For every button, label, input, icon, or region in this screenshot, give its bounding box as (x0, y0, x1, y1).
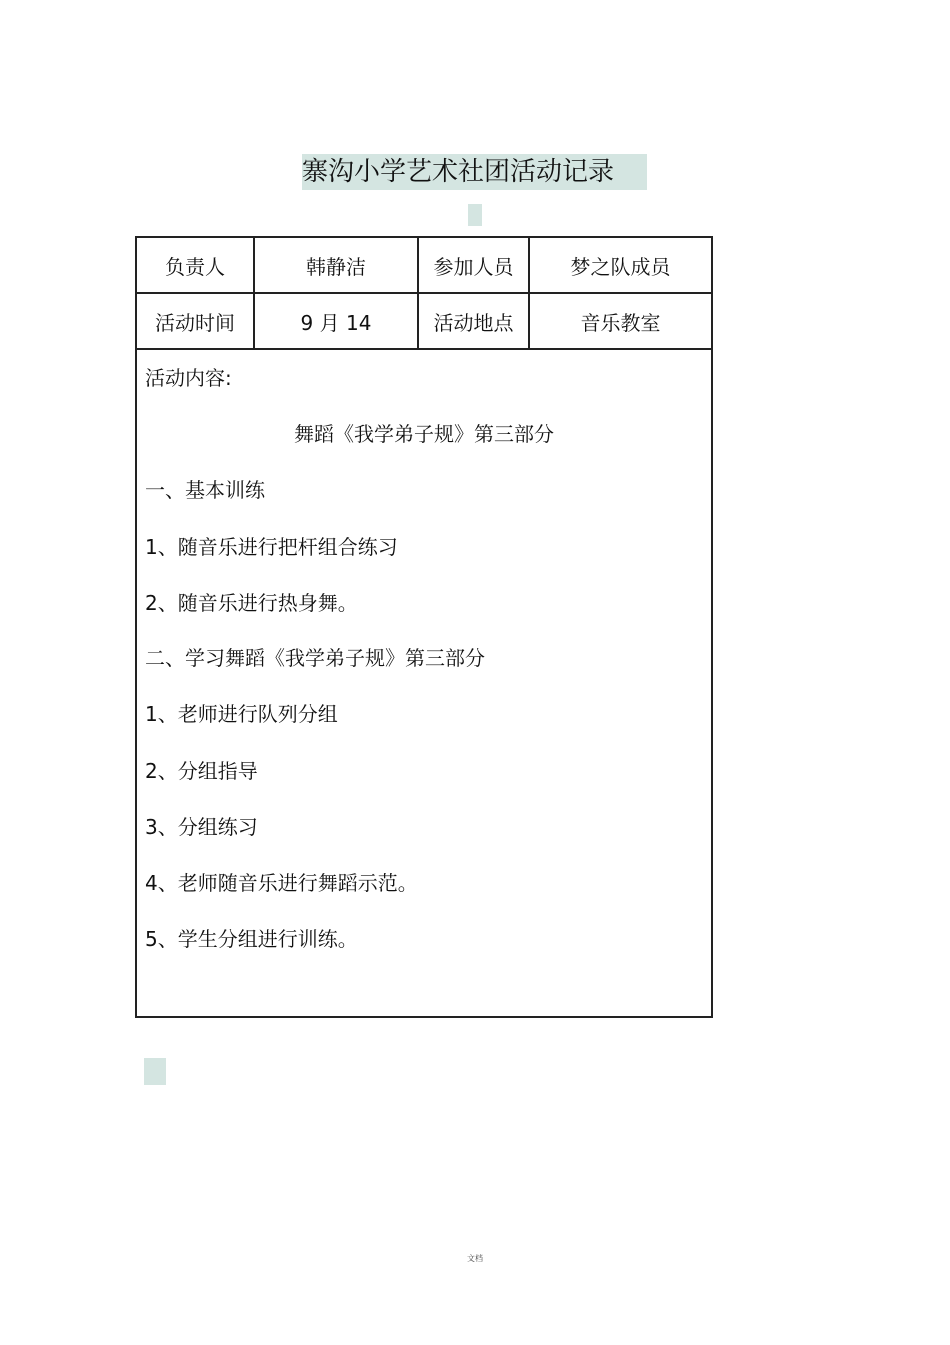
content-line: 1、随音乐进行把杆组合练习 (145, 535, 398, 559)
title-highlight (302, 154, 647, 190)
participants-value: 梦之队成员 (529, 237, 712, 293)
content-line: 2、分组指导 (145, 759, 258, 783)
place-label: 活动地点 (418, 293, 529, 349)
content-line: 1、老师进行队列分组 (145, 702, 338, 726)
content-line: 2、随音乐进行热身舞。 (145, 591, 358, 615)
content-line: 3、分组练习 (145, 815, 258, 839)
page-footer: 文档 (467, 1254, 483, 1263)
table-row (136, 237, 712, 293)
content-line: 4、老师随音乐进行舞蹈示范。 (145, 871, 418, 895)
time-value: 9 月 14 (254, 293, 418, 349)
participants-label: 参加人员 (418, 237, 529, 293)
content-subtitle: 舞蹈《我学弟子规》第三部分 (294, 422, 554, 446)
content-line: 二、学习舞蹈《我学弟子规》第三部分 (145, 646, 485, 670)
page-title: 寨沟小学艺术社团活动记录 (302, 157, 615, 187)
highlight-marker (144, 1058, 166, 1085)
content-label: 活动内容: (145, 366, 232, 390)
highlight-marker (468, 204, 482, 226)
content-cell (136, 349, 712, 1017)
owner-label: 负责人 (136, 237, 254, 293)
owner-value: 韩静洁 (254, 237, 418, 293)
table-row (136, 293, 712, 349)
place-value: 音乐教室 (529, 293, 712, 349)
table-row (136, 349, 712, 1017)
content-line: 5、学生分组进行训练。 (145, 927, 358, 951)
content-line: 一、基本训练 (145, 478, 265, 502)
activity-record-table (135, 236, 713, 1018)
time-label: 活动时间 (136, 293, 254, 349)
